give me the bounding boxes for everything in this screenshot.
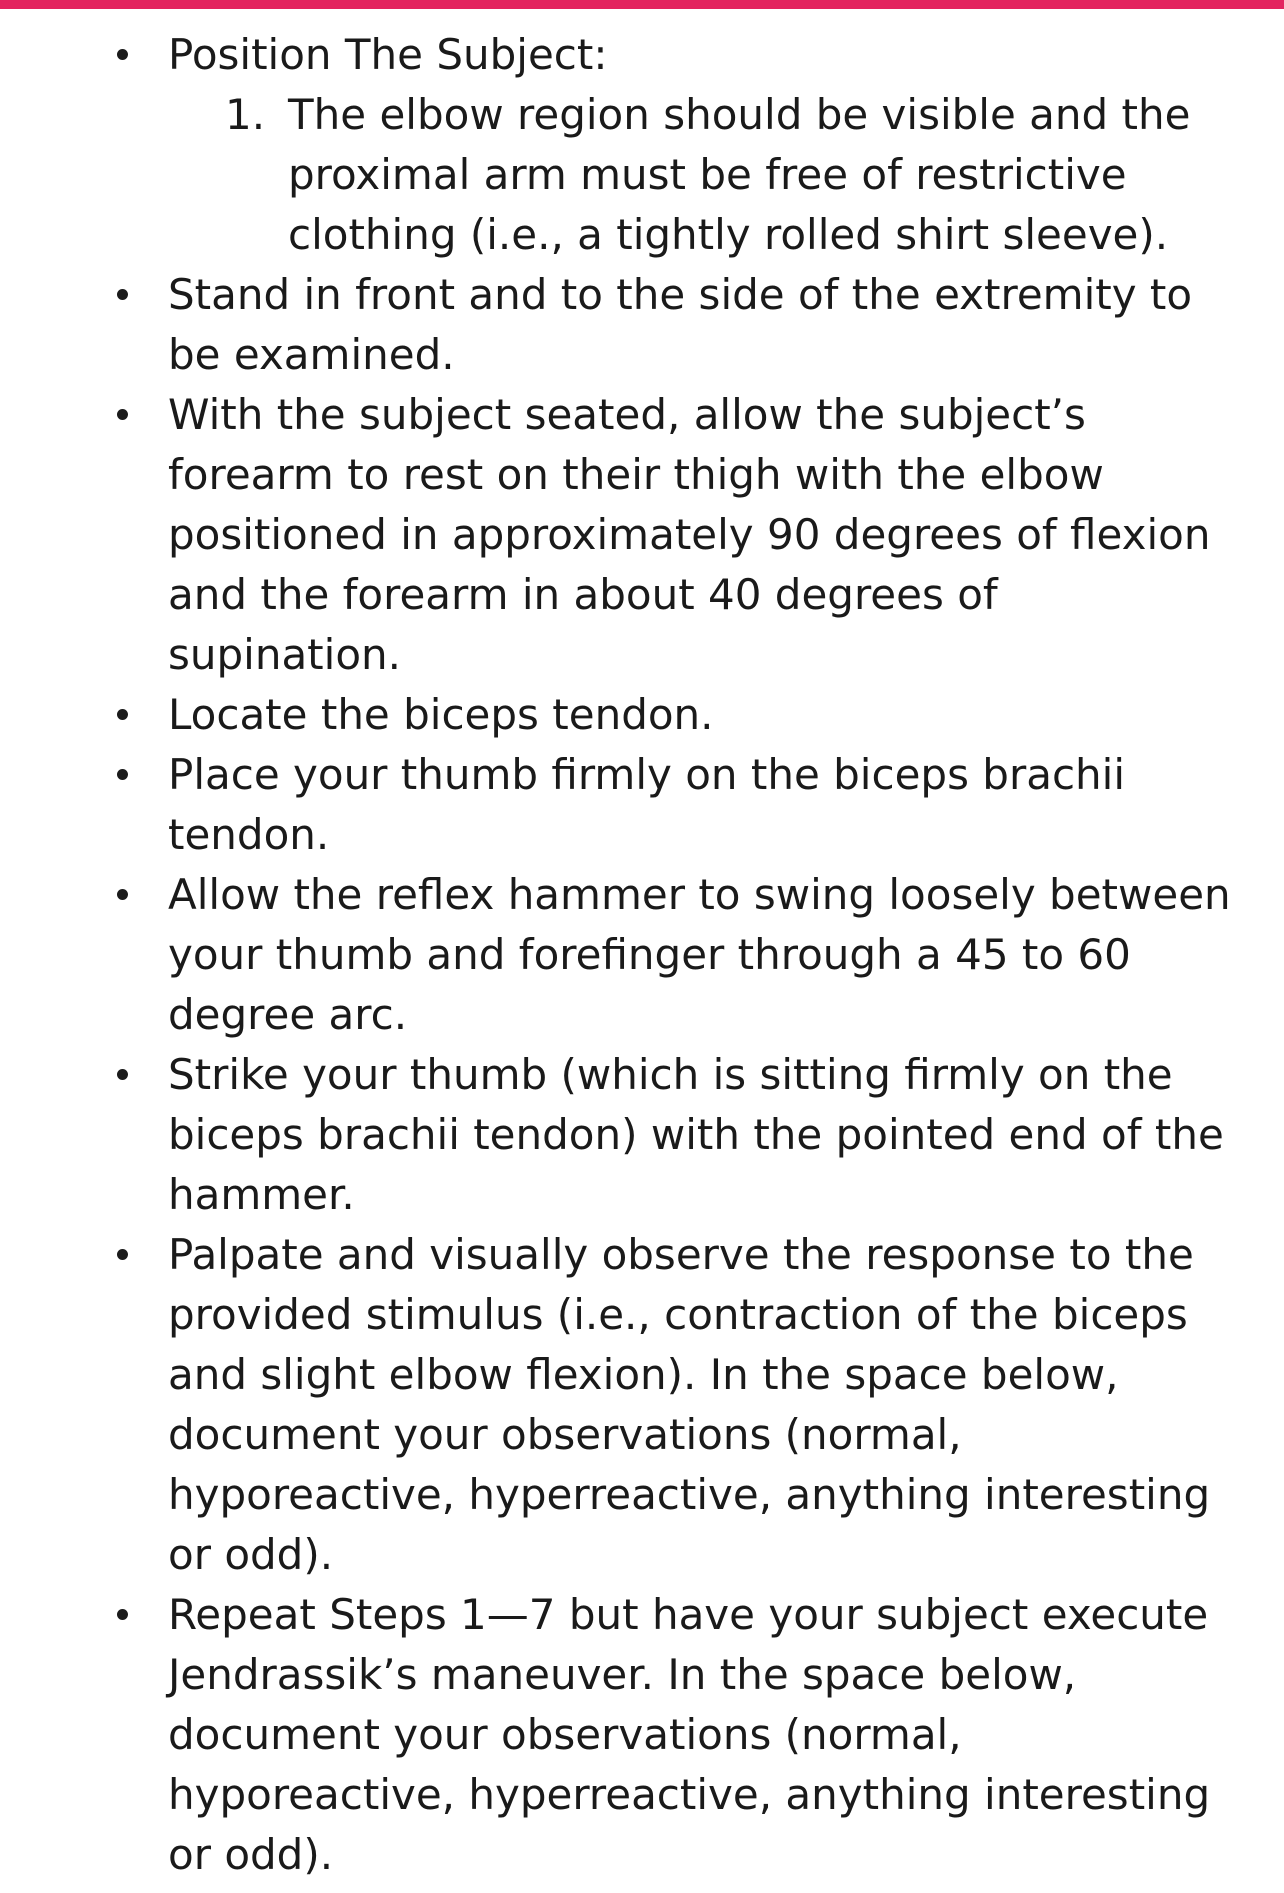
sub-list-item xyxy=(168,85,1244,265)
step-text: Locate the biceps tendon. xyxy=(168,690,714,739)
list-item-position-subject xyxy=(0,25,1284,265)
list-item-seated-position xyxy=(0,385,1284,685)
step-text: Stand in front and to the side of the extremity to be examined. xyxy=(168,270,1193,379)
step-text: Position The Subject: xyxy=(168,30,608,79)
sub-instruction-list xyxy=(168,85,1244,265)
bullet-icon xyxy=(117,709,128,720)
step-text: Repeat Steps 1—7 but have your subject execute Jendrassik’s maneuver. In the space below, document your observations (normal, hyporeactive, hyperreactive, anything interesting or odd). xyxy=(168,1590,1211,1879)
list-item-strike-thumb xyxy=(0,1045,1284,1225)
step-text: Palpate and visually observe the response to the provided stimulus (i.e., contraction of the biceps and slight elbow flexion). In the space below, document your observations (normal, hyporeactive, hyperreactive, anything interesting or odd). xyxy=(168,1230,1211,1579)
list-item-place-thumb xyxy=(0,745,1284,865)
bullet-icon xyxy=(117,49,128,60)
bullet-icon xyxy=(117,1069,128,1080)
bullet-icon xyxy=(117,1249,128,1260)
bullet-icon xyxy=(117,1609,128,1620)
instruction-list xyxy=(0,25,1284,1885)
sub-item-number: 1. xyxy=(225,90,266,139)
bullet-icon xyxy=(117,289,128,300)
step-text: Place your thumb firmly on the biceps brachii tendon. xyxy=(168,750,1126,859)
step-text: Allow the reflex hammer to swing loosely between your thumb and forefinger through a 45 to 60 degree arc. xyxy=(168,870,1231,1039)
sub-step-text: The elbow region should be visible and the proximal arm must be free of restrictive clothing (i.e., a tightly rolled shirt sleeve). xyxy=(288,90,1191,259)
list-item-locate-tendon xyxy=(0,685,1284,745)
list-item-stand xyxy=(0,265,1284,385)
bullet-icon xyxy=(117,409,128,420)
step-text: Strike your thumb (which is sitting firmly on the biceps brachii tendon) with the pointed end of the hammer. xyxy=(168,1050,1224,1219)
bullet-icon xyxy=(117,769,128,780)
step-text: With the subject seated, allow the subject’s forearm to rest on their thigh with the elbow positioned in approximately 90 degrees of flexion and the forearm in about 40 degrees of supination. xyxy=(168,390,1211,679)
list-item-repeat-jendrassik xyxy=(0,1585,1284,1885)
bullet-icon xyxy=(117,889,128,900)
list-item-palpate-observe xyxy=(0,1225,1284,1585)
list-item-swing-hammer xyxy=(0,865,1284,1045)
